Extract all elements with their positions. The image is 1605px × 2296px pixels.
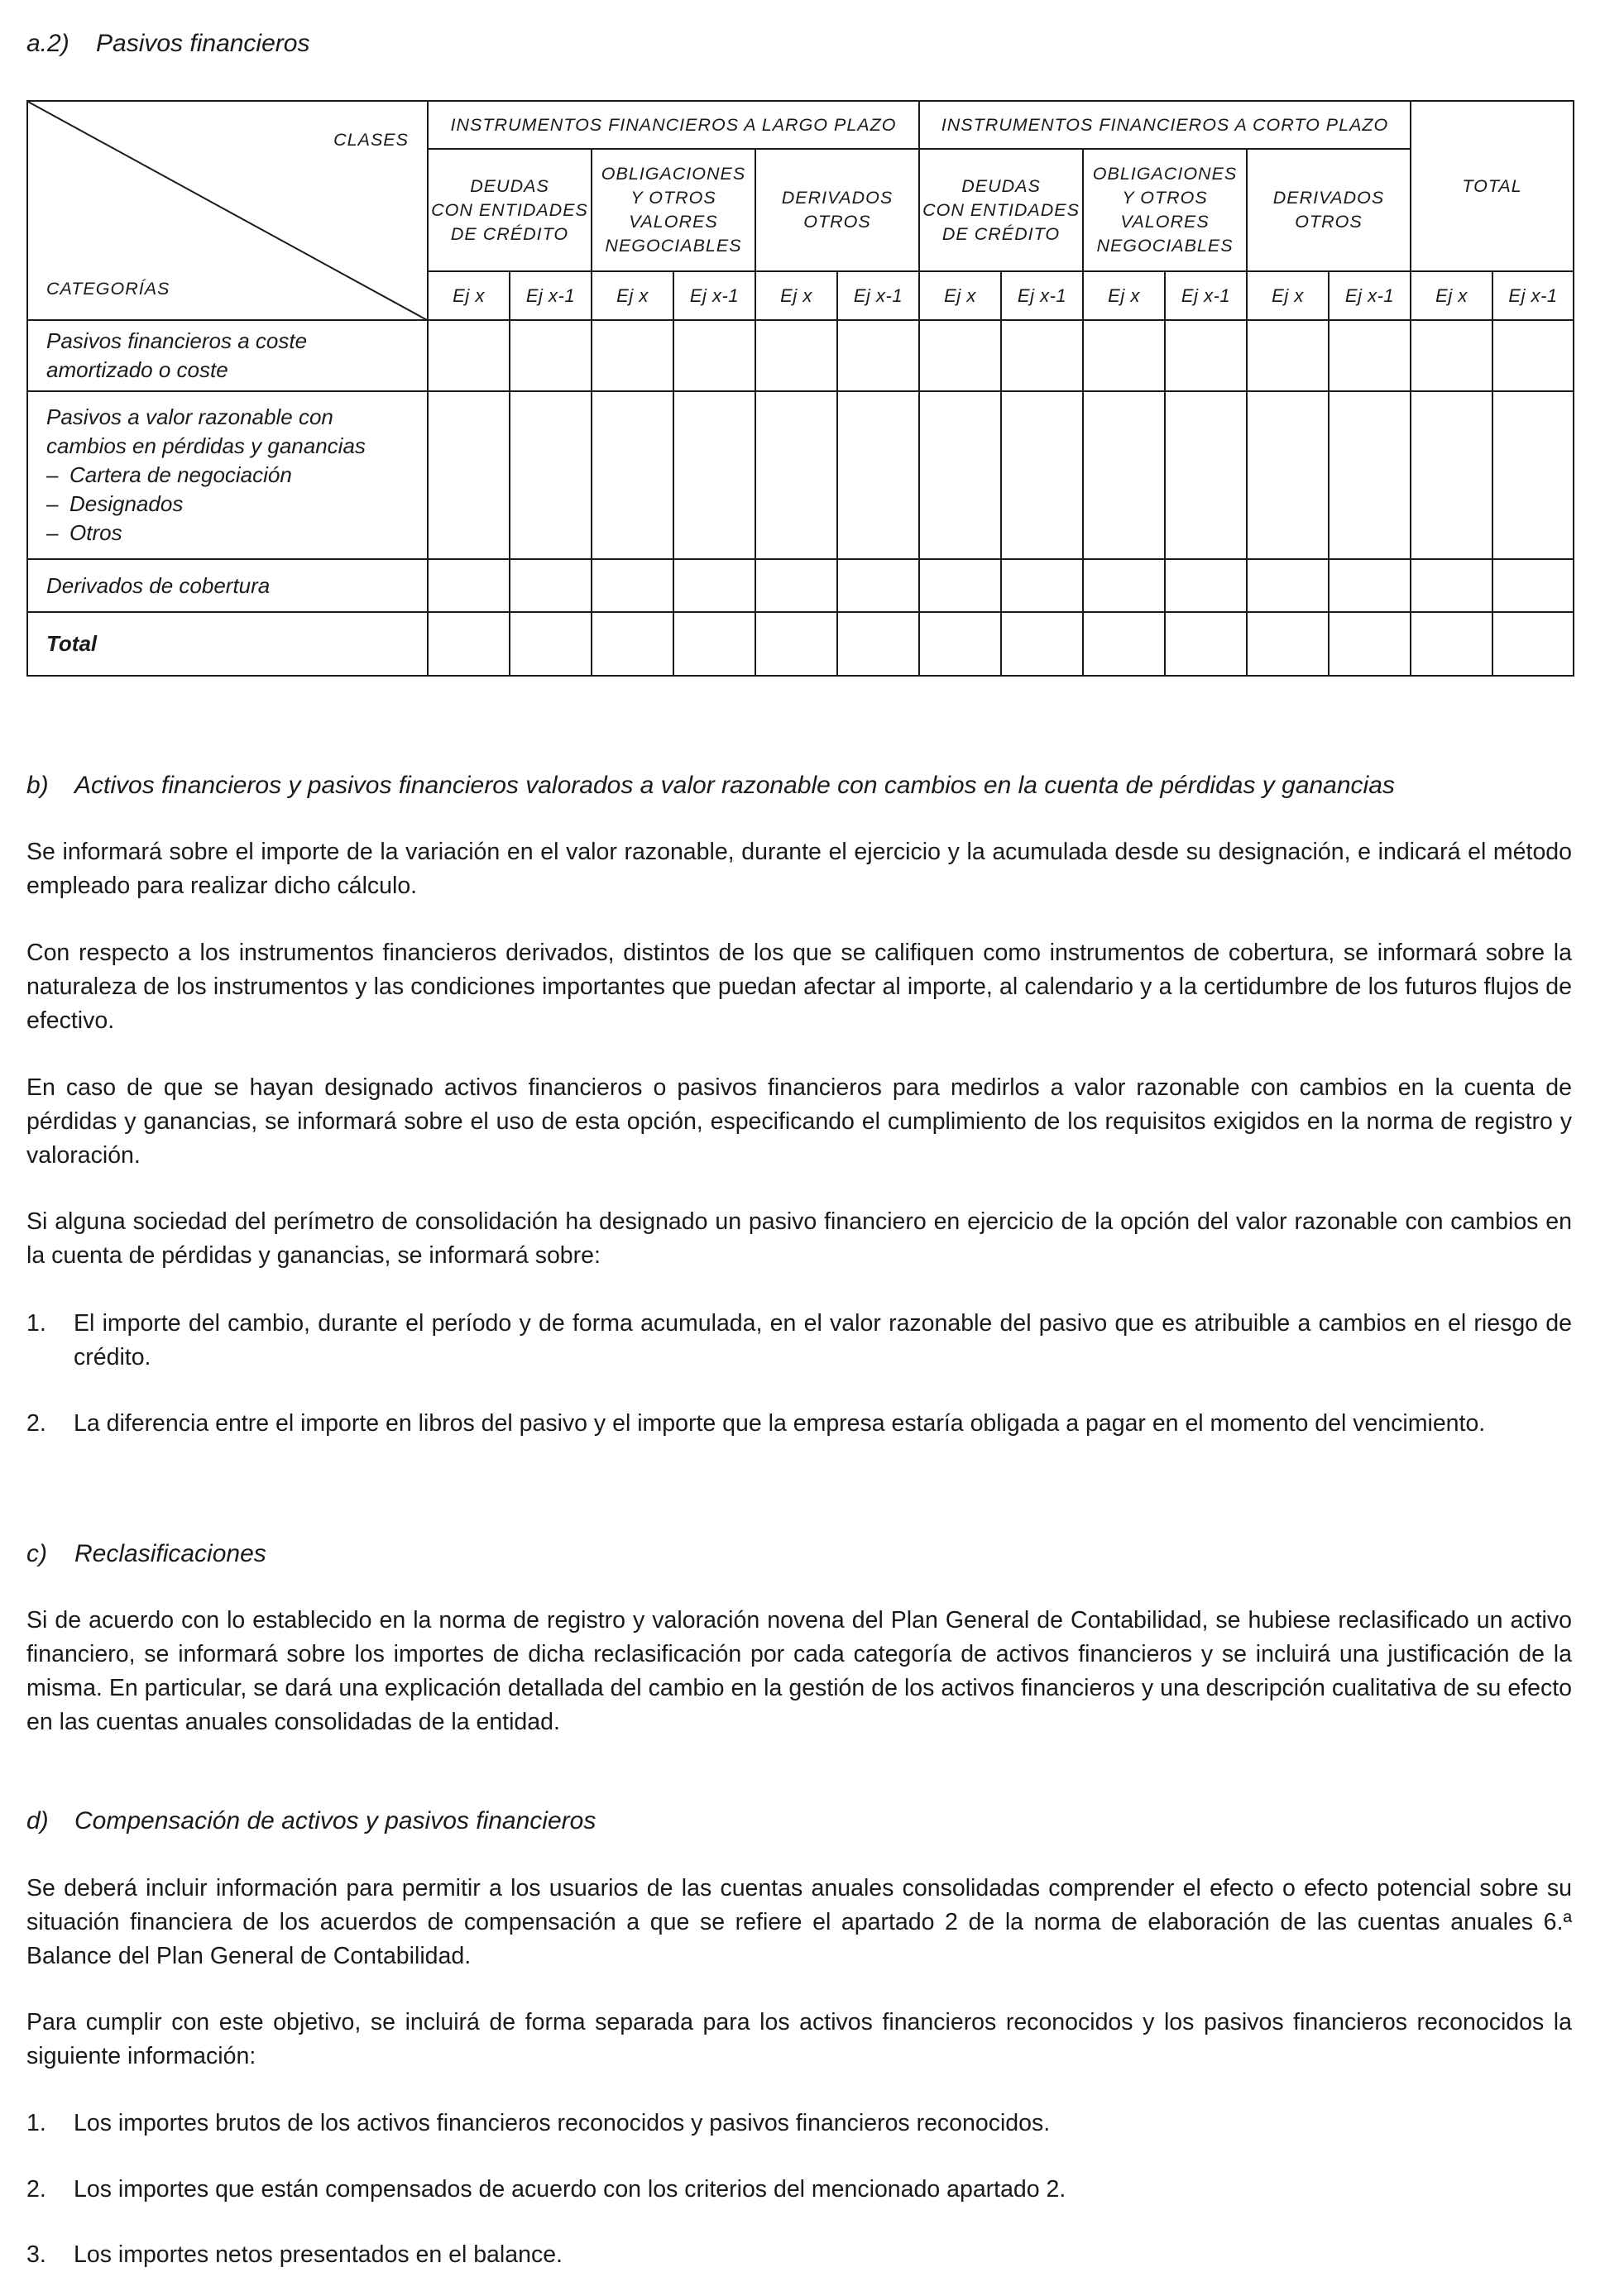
section-a2-title: Pasivos financieros [96, 30, 310, 57]
section-d-title: Compensación de activos y pasivos financieros [74, 1807, 596, 1834]
section-d-list-item-3: 3. Los importes netos presentados en el balance. [26, 2241, 563, 2268]
section-d-number: d) [26, 1807, 49, 1834]
col-ej-x1: Ej x-1 [1001, 271, 1083, 320]
list-item: – Designados [46, 490, 427, 519]
col-ej-x1: Ej x-1 [837, 271, 919, 320]
header-derivados-lp: DERIVADOS OTROS [755, 149, 919, 271]
table-corner-cell [27, 101, 428, 320]
section-d-heading [26, 1807, 596, 1835]
valor-razonable-subitems [46, 461, 427, 548]
section-c-paragraph-1: Si de acuerdo con lo establecido en la norma de registro y valoración novena del Plan General de Contabilidad, se hubiese reclasificado un activo financiero, se informará sobre los importes de dicha reclasificación por cada categoría de activos financieros y se incluirá una justificación de la misma. En particular, se dará una explicación detallada del cambio en la gestión de los activos financieros y una descripción cualitativa de su efecto en las cuentas anuales consolidadas de la entidad. [26, 1607, 1572, 1735]
header-deudas-cp: DEUDAS CON ENTIDADES DE CRÉDITO [919, 149, 1083, 271]
section-b-paragraph-3: En caso de que se hayan designado activos financieros o pasivos financieros para medirlos a valor razonable con cambios en la cuenta de pérdidas y ganancias, se informará sobre el uso de esta opción, especificando el cumplimiento de los requisitos exigidos en la norma de registro y valoración. [26, 1074, 1572, 1169]
list-item: – Otros [46, 519, 427, 548]
table-row [27, 612, 1574, 676]
col-ej-x: Ej x [1411, 271, 1492, 320]
section-d-list-item-1: 1. Los importes brutos de los activos financieros reconocidos y pasivos financieros reconocidos. [26, 2110, 1051, 2136]
table-row [27, 320, 1574, 391]
header-obligaciones-lp: OBLIGACIONES Y OTROS VALORES NEGOCIABLES [592, 149, 755, 271]
header-largo-plazo: INSTRUMENTOS FINANCIEROS A LARGO PLAZO [428, 101, 919, 149]
col-ej-x: Ej x [919, 271, 1001, 320]
section-a2-number: a.2) [26, 30, 69, 57]
section-c-title: Reclasificaciones [74, 1540, 266, 1567]
corner-clases-label: CLASES [333, 130, 409, 150]
section-b-paragraph-1: Se informará sobre el importe de la variación en el valor razonable, durante el ejercicio y la acumulada desde su designación, e indicará el método empleado para realizar dicho cálculo. [26, 839, 1572, 899]
header-total: TOTAL [1411, 101, 1574, 271]
section-b-heading [26, 772, 1395, 800]
section-d-list-item-2: 2. Los importes que están compensados de acuerdo con los criterios del mencionado apartado 2. [26, 2176, 1066, 2203]
header-derivados-cp: DERIVADOS OTROS [1247, 149, 1411, 271]
section-b-list-item-2: 2. La diferencia entre el importe en libros del pasivo y el importe que la empresa estaría obligada a pagar en el momento del vencimiento. [26, 1410, 1486, 1437]
section-c-heading [26, 1540, 266, 1568]
col-ej-x1: Ej x-1 [1165, 271, 1247, 320]
row-label-derivados-cobertura: Derivados de cobertura [27, 559, 428, 612]
section-b-title: Activos financieros y pasivos financieros valorados a valor razonable con cambios en la cuenta de pérdidas y ganancias [74, 772, 1395, 799]
table-row [27, 391, 1574, 559]
list-item: – Cartera de negociación [46, 461, 427, 490]
table-row [27, 559, 1574, 612]
col-ej-x1: Ej x-1 [1329, 271, 1411, 320]
col-ej-x: Ej x [1247, 271, 1329, 320]
header-obligaciones-cp: OBLIGACIONES Y OTROS VALORES NEGOCIABLES [1083, 149, 1247, 271]
section-b-number: b) [26, 772, 49, 799]
row-label-valor-razonable: Pasivos a valor razonable con cambios en pérdidas y ganancias – Cartera de negociación – Designados – Otros [27, 391, 428, 559]
row-label-coste-amortizado: Pasivos financieros a coste amortizado o coste [27, 320, 428, 391]
col-ej-x1: Ej x-1 [510, 271, 592, 320]
section-b-list-item-1: 1. El importe del cambio, durante el período y de forma acumulada, en el valor razonable del pasivo que es atribuible a cambios en el riesgo de crédito. [26, 1310, 1572, 1370]
pasivos-financieros-table [26, 100, 1574, 677]
section-b-paragraph-4: Si alguna sociedad del perímetro de consolidación ha designado un pasivo financiero en ejercicio de la opción del valor razonable con cambios en la cuenta de pérdidas y ganancias, se informará sobre: [26, 1208, 1572, 1269]
col-ej-x1: Ej x-1 [673, 271, 755, 320]
col-ej-x: Ej x [428, 271, 510, 320]
col-ej-x1: Ej x-1 [1492, 271, 1574, 320]
col-ej-x: Ej x [755, 271, 837, 320]
header-deudas-lp: DEUDAS CON ENTIDADES DE CRÉDITO [428, 149, 592, 271]
col-ej-x: Ej x [1083, 271, 1165, 320]
section-b-paragraph-2: Con respecto a los instrumentos financieros derivados, distintos de los que se califiquen como instrumentos de cobertura, se informará sobre la naturaleza de los instrumentos y las condiciones importantes que puedan afectar al importe, al calendario y a la certidumbre de los futuros flujos de efectivo. [26, 940, 1572, 1034]
section-c-number: c) [26, 1540, 47, 1567]
section-d-paragraph-1: Se deberá incluir información para permitir a los usuarios de las cuentas anuales consolidadas comprender el efecto o efecto potencial sobre su situación financiera de los acuerdos de compensación a que se refiere el apartado 2 de la norma de elaboración de las cuentas anuales 6.ª Balance del Plan General de Contabilidad. [26, 1875, 1572, 1969]
section-a2-heading [26, 30, 309, 58]
corner-categorias-label: CATEGORÍAS [46, 279, 170, 299]
section-d-paragraph-2: Para cumplir con este objetivo, se incluirá de forma separada para los activos financieros reconocidos y los pasivos financieros reconocidos la siguiente información: [26, 2009, 1572, 2069]
col-ej-x: Ej x [592, 271, 673, 320]
header-corto-plazo: INSTRUMENTOS FINANCIEROS A CORTO PLAZO [919, 101, 1411, 149]
row-label-total: Total [27, 612, 428, 676]
